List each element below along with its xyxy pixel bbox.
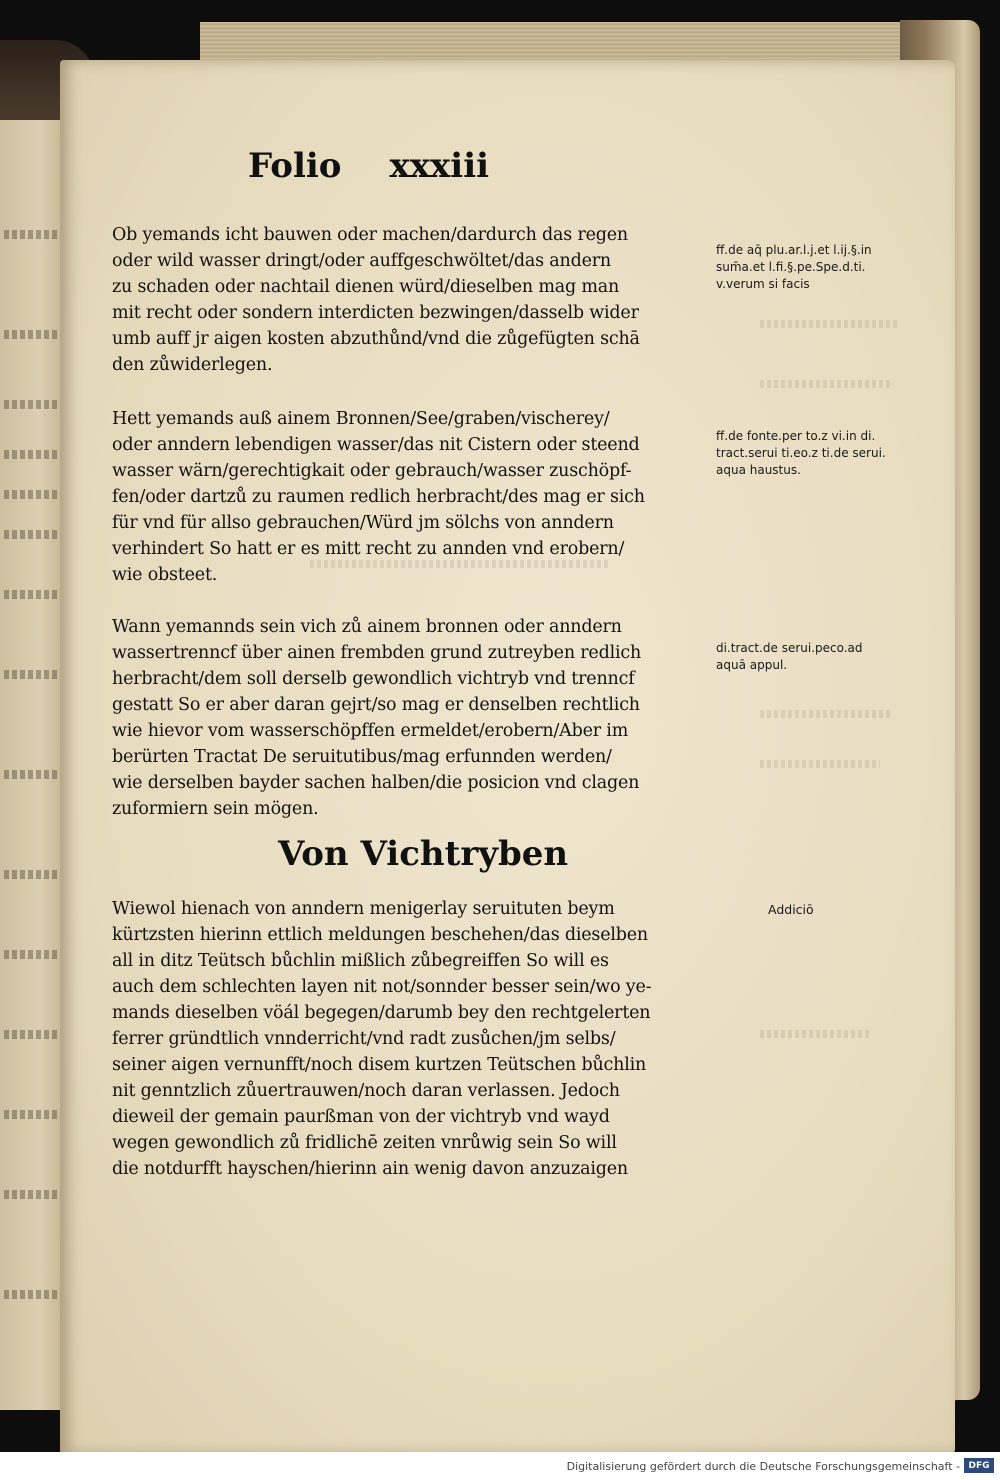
- text-line: zuformiern sein mögen.: [112, 799, 319, 819]
- folio-number: xxxiii: [389, 146, 490, 186]
- paragraph-3: [112, 614, 702, 822]
- addicion-note: Addiciō: [768, 902, 814, 917]
- paragraph-2: [112, 406, 702, 588]
- text-line: seiner aigen vernunfft/noch disem kurtzen Teütschen bůchlin: [112, 1055, 647, 1075]
- gloss-line: ff.de aq̄ plu.ar.l.j.et l.ij.§.in: [716, 243, 872, 257]
- gloss-line: ff.de fonte.per to.z vi.in di.: [716, 429, 876, 443]
- gloss-line: sum̄a.et l.fi.§.pe.Spe.d.ti.: [716, 260, 866, 274]
- text-line: verhindert So hatt er es mitt recht zu annden vnd erobern/: [112, 539, 625, 559]
- text-line: wasser wärn/gerechtigkait oder gebrauch/wasser zuschöpf-: [112, 461, 632, 481]
- text-line: auch dem schlechten layen nit not/sonnder besser sein/wo ye-: [112, 977, 652, 997]
- text-line: den zůwiderlegen.: [112, 355, 273, 375]
- text-line: wassertrenncf über ainen frembden grund zutreyben redlich: [112, 643, 642, 663]
- text-line: dieweil der gemain paurßman von der vichtryb vnd wayd: [112, 1107, 610, 1127]
- text-line: kürtzsten hierinn ettlich meldungen beschehen/das dieselben: [112, 925, 648, 945]
- text-line: umb auff jr aigen kosten abzuthůnd/vnd die zůgefügten schā: [112, 329, 640, 349]
- text-line: mands dieselben vöál begegen/darumb bey den rechtgelerten: [112, 1003, 651, 1023]
- gloss-line: tract.serui ti.eo.z ti.de serui.: [716, 446, 886, 460]
- text-line: die notdurfft hayschen/hierinn ain wenig davon anzuzaigen: [112, 1159, 629, 1179]
- folio-label: Folio: [248, 146, 342, 186]
- text-line: wie derselben bayder sachen halben/die posicion vnd clagen: [112, 773, 640, 793]
- footer-bar: [0, 1452, 1000, 1480]
- text-line: gestatt So er aber daran gejrt/so mag er denselben rechtlich: [112, 695, 640, 715]
- text-line: herbracht/dem soll derselb gewondlich vichtryb vnd trenncf: [112, 669, 635, 689]
- text-line: mit recht oder sondern interdicten bezwingen/dasselb wider: [112, 303, 639, 323]
- marginal-gloss-3: [716, 640, 906, 674]
- text-line: wie hievor vom wasserschöpffen ermeldet/erobern/Aber im: [112, 721, 629, 741]
- text-line: oder anndern lebendigen wasser/das nit Cistern oder steend: [112, 435, 640, 455]
- marginal-gloss-2: [716, 428, 906, 479]
- text-line: berürten Tractat De seruitutibus/mag erfunnden werden/: [112, 747, 612, 767]
- paragraph-4: [112, 896, 702, 1182]
- gloss-line: v.verum si facis: [716, 277, 810, 291]
- text-line: wie obsteet.: [112, 565, 218, 585]
- gloss-line: aquā appul.: [716, 658, 788, 672]
- text-line: Ob yemands icht bauwen oder machen/dardurch das regen: [112, 225, 628, 245]
- text-line: oder wild wasser dringt/oder auffgeschwöltet/das andern: [112, 251, 611, 271]
- text-line: Wann yemannds sein vich zů ainem bronnen oder anndern: [112, 617, 622, 637]
- text-line: Wiewol hienach von anndern menigerlay seruituten beym: [112, 899, 615, 919]
- text-line: wegen gewondlich zů fridlichē zeiten vnrůwig sein So will: [112, 1133, 617, 1153]
- section-heading: Von Vichtryben: [278, 834, 569, 874]
- gloss-line: di.tract.de serui.peco.ad: [716, 641, 863, 655]
- text-line: ferrer gründtlich vnnderricht/vnd radt zusůchen/jm selbs/: [112, 1029, 616, 1049]
- text-line: zu schaden oder nachtail dienen würd/dieselben mag man: [112, 277, 620, 297]
- text-line: fen/oder dartzů zu raumen redlich herbracht/des mag er sich: [112, 487, 645, 507]
- text-line: Hett yemands auß ainem Bronnen/See/graben/vischerey/: [112, 409, 610, 429]
- marginal-gloss-1: [716, 242, 906, 293]
- paragraph-1: [112, 222, 702, 378]
- folio-header: [248, 146, 528, 196]
- text-line: für vnd für allso gebrauchen/Würd jm sölchs von anndern: [112, 513, 614, 533]
- text-line: all in ditz Teütsch bůchlin mißlich zůbegreiffen So will es: [112, 951, 609, 971]
- funding-credit: Digitalisierung gefördert durch die Deutsche Forschungsgemeinschaft -: [566, 1460, 960, 1473]
- text-line: nit genntzlich zůuertrauwen/noch daran verlassen. Jedoch: [112, 1081, 620, 1101]
- dfg-logo[interactable]: DFG: [964, 1458, 994, 1473]
- gloss-line: aqua haustus.: [716, 463, 801, 477]
